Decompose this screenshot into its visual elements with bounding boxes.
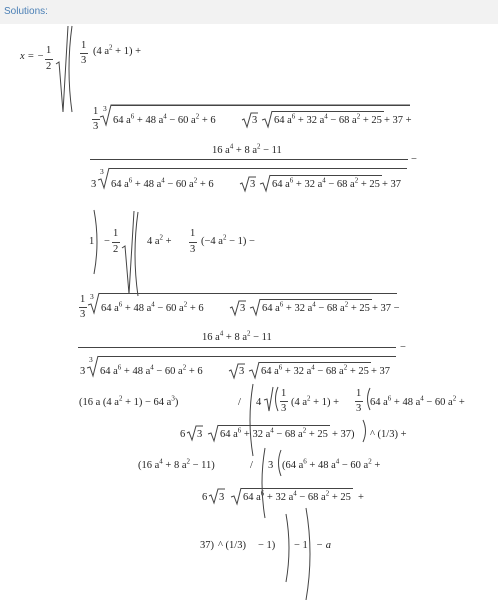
solutions-title: Solutions: (4, 6, 48, 17)
inner-sqrt-content-1: 64 $a^6 + 32$ $a^4 - 68$ $a^2 + 25$ (274, 112, 382, 126)
frac1-denominator: 64 $a^6 + 48$ $a^4 - 60$ $a^2 + 6$ (111, 176, 214, 190)
half-bar (45, 59, 53, 60)
solution-panel: x = − 1 2 1 3 (4 $a^2 + 1$) + 1 3 3 64 $a^6 + 48$ $a^4 - 60$ $a^2 + 6$ 3 64 $a^6 + 32$ $a^4 - 68$ $a^2 + 25$ + 37 + 16 $a^4 + 8$ $a^2 - 11$ − 3 3 64 $a^6 + 48$ $a^4 - 60$ $a^2 + 6$ 3 64 $a^6 + 32$ $a^4 - 68$ $a^2 + 25$ + 37 1 − 1 2 4 $a^2$ + 1 3 (−4 $a^2 - 1$) − 1 3 3 64 $a^6 + 48$ $a^4 - 60$ $a^2 + 6$ 3 64 $a^6 + 32$ $a^4 - 68$ $a^2 + 25$ + 37 − 16 $a^4 + 8$ $a^2 - 11$ − 3 3 64 $a^6 + 48$ $a^4 - 60$ $a^2 + 6$ 3 64 $a^6 + 32$ $a^4 - 68$ $a^2 + 25$ + 37 (16 a (4 $a^2 + 1) - 64$ $a^3$) / 4 1 3 (4 $a^2 + 1$) + 1 3 64 $a^6 + 48$ $a^4 - 60$ $a^2$ + 6 3 64 $a^6 + 32$ $a^4 - 68$ $a^2 + 25$ + 37) ^ (1/3) + (16 $a^4 + 8$ $a^2 - 11$) / 3 (64 $a^6 + 48$ $a^4 - 60$ $a^2$ + 6 3 64 $a^6 + 32$ $a^4 - 68$ $a^2 + 25$ + 37) ^ (1/3) − 1) − 1 − a (0, 24, 498, 580)
frac1-numerator: 16 $a^4 + 8$ $a^2 - 11$ (212, 142, 282, 156)
x-equals: x = − (20, 51, 45, 62)
third-num-1: 1 (81, 40, 87, 51)
open-paren-2 (132, 212, 140, 296)
cbrt-index: 3 (103, 104, 107, 113)
term-2: 4 $a^2$ + (147, 233, 172, 247)
frac2-bar (78, 347, 396, 348)
third-den-1: 3 (81, 55, 87, 66)
sqrt3-icon (242, 112, 252, 128)
tail-line-1: (16 a (4 $a^2 + 1) - 64$ $a^3$) (79, 394, 179, 408)
open-paren-1 (66, 26, 74, 112)
inner-sqrt-icon (262, 110, 274, 128)
term-4a2: (4 $a^2 + 1$) + (93, 43, 142, 57)
frac1-bar (90, 159, 408, 160)
close-paren-1 (94, 210, 102, 274)
cbrt-icon (100, 104, 112, 126)
cbrt-content-1: 64 $a^6 + 48$ $a^4 - 60$ $a^2 + 6$ (113, 112, 216, 126)
half-num: 1 (46, 45, 52, 56)
frac2-numerator: 16 $a^4 + 8$ $a^2 - 11$ (202, 329, 272, 343)
half-den: 2 (46, 61, 52, 72)
solutions-header (0, 0, 498, 24)
